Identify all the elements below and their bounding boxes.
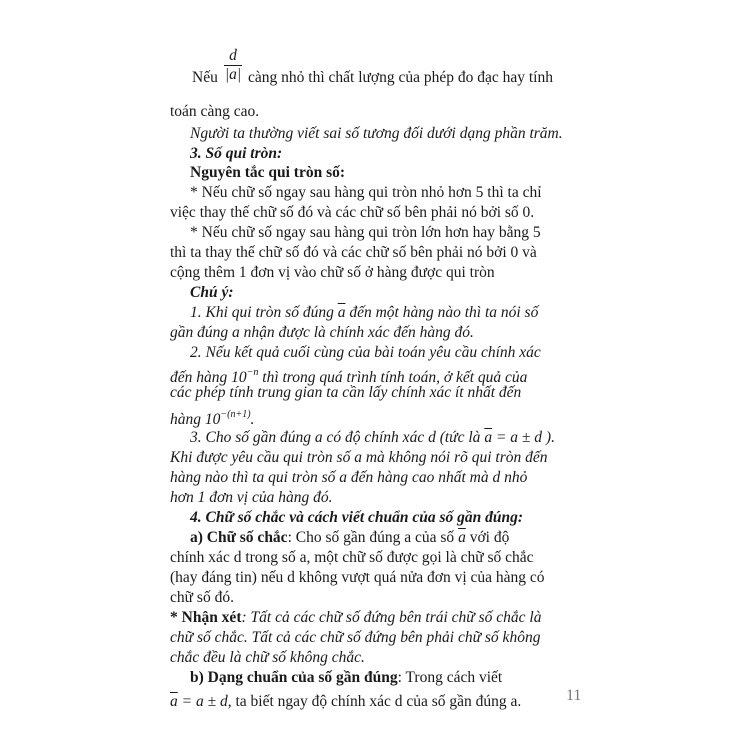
text: thì trong quá trình tính toán, ở kết quả của xyxy=(262,369,528,386)
line-10: cộng thêm 1 đơn vị vào chữ số ở hàng được qui tròn xyxy=(170,264,495,281)
line-29: chắc đều là chữ số không chắc. xyxy=(170,649,365,666)
line-17 xyxy=(170,405,254,430)
text: , ta biết ngay độ chính xác d của số gần đúng a. xyxy=(227,693,522,710)
line-6: * Nếu chữ số ngay sau hàng qui tròn nhỏ hơn 5 thì ta chỉ xyxy=(190,184,542,201)
section-heading-4: 4. Chữ số chắc và cách viết chuẩn của số gần đúng: xyxy=(190,509,524,526)
line-1 xyxy=(192,68,218,88)
line-7: việc thay thế chữ số đó và các chữ số bên phải nó bởi số 0. xyxy=(170,204,535,221)
line-2: toán càng cao. xyxy=(170,103,260,120)
line-28: chữ số chắc. Tất cả các chữ số đứng bên phải chữ số không xyxy=(170,629,541,646)
text: đến một hàng nào thì ta nói số xyxy=(349,304,539,321)
overline-a: $\overline{a}$ xyxy=(337,304,346,321)
formula: = a ± d xyxy=(181,693,228,710)
text: hàng 10 xyxy=(170,411,221,428)
overline-a: $\overline{a}$ xyxy=(484,429,493,446)
text: đến hàng 10 xyxy=(170,369,247,386)
line-26: chữ số đó. xyxy=(170,589,234,606)
line-19: Khi được yêu cầu qui tròn số a mà không nói rõ qui tròn đến xyxy=(170,449,548,466)
line-21: hơn 1 đơn vị của hàng đó. xyxy=(170,489,333,506)
term-remark: * Nhận xét xyxy=(170,609,242,626)
line-27 xyxy=(170,608,542,628)
term-certain-digit: a) Chữ số chắc xyxy=(190,529,288,546)
text: : Cho số gần đúng a của số xyxy=(287,529,455,546)
text: Nếu xyxy=(192,69,218,86)
line-25: (hay đáng tin) nếu d không vượt quá nửa đơn vị của hàng có xyxy=(170,569,545,586)
term-standard-form: b) Dạng chuẩn của số gần đúng xyxy=(190,669,398,686)
line-14: 2. Nếu kết quả cuối cùng của bài toán yêu cầu chính xác xyxy=(190,344,541,361)
text: : Tất cả các chữ số đứng bên trái chữ số chắc là xyxy=(241,609,542,626)
superscript: −n xyxy=(246,367,259,378)
text: 3. Cho số gần đúng a có độ chính xác d (tức là xyxy=(190,429,481,446)
line-3: Người ta thường viết sai số tương đối dưới dạng phần trăm. xyxy=(190,125,563,142)
line-8: * Nếu chữ số ngay sau hàng qui tròn lớn hơn hay bằng 5 xyxy=(190,224,541,241)
line-12 xyxy=(190,303,538,323)
line-13: gần đúng a nhận được là chính xác đến hàng đó. xyxy=(170,324,474,341)
text: : Trong cách viết xyxy=(397,669,503,686)
line-31 xyxy=(170,692,521,712)
section-heading-3: 3. Số qui tròn: xyxy=(190,145,283,162)
superscript: −(n+1) xyxy=(220,409,251,420)
line-23 xyxy=(190,528,509,548)
text: 1. Khi qui tròn số đúng xyxy=(190,304,334,321)
overline-a: $\overline{a}$ xyxy=(458,529,466,546)
text: càng nhỏ thì chất lượng của phép đo đạc hay tính xyxy=(248,69,553,86)
note-heading: Chú ý: xyxy=(190,284,234,301)
line-1-cont xyxy=(248,68,553,88)
text: = a ± d ). xyxy=(495,429,555,446)
line-9: thì ta thay thế chữ số đó và các chữ số bên phải nó bởi 0 và xyxy=(170,244,537,261)
line-16: các phép tính trung gian ta cần lấy chính xác ít nhất đến xyxy=(170,384,522,401)
fraction-denominator: |a| xyxy=(224,66,242,83)
line-18 xyxy=(190,428,555,448)
fraction-numerator: d xyxy=(229,47,237,64)
text: với độ xyxy=(469,529,510,546)
page-number: 11 xyxy=(566,687,582,704)
line-24: chính xác d trong số a, một chữ số được gọi là chữ số chắc xyxy=(170,549,534,566)
line-30 xyxy=(190,668,502,688)
overline-a: $\overline{a}$ xyxy=(170,693,178,710)
line-20: hàng nào thì ta qui tròn số a đến hàng cao nhất mà d nhỏ xyxy=(170,469,528,486)
text: . xyxy=(250,411,255,428)
fraction-d-over-abs-a xyxy=(224,48,242,83)
subheading-rounding-rule: Nguyên tắc qui tròn số: xyxy=(190,164,346,181)
